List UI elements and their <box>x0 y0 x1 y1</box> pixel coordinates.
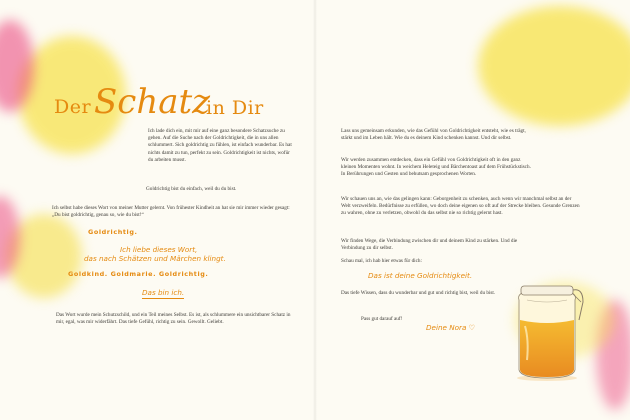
handwritten-das-bin-ich-text: Das bin ich. <box>142 288 185 297</box>
paragraph-pass-auf: Pass gut darauf auf! <box>361 316 403 322</box>
signature: Deine Nora ♡ <box>426 323 476 332</box>
handwritten-goldrichtigkeit: Das ist deine Goldrichtigkeit. <box>368 271 473 280</box>
handwritten-goldkind: Goldkind. Goldmarie. Goldrichtig. <box>68 270 209 278</box>
page-title <box>54 82 294 130</box>
handwritten-das-bin-ich <box>142 289 222 298</box>
title-in-dir: in Dir <box>206 97 264 119</box>
paragraph-geborgenheit: Wir schauen uns an, wie das gelingen kann: Geborgenheit zu schenken, auch wenn wir manchmal selbst an der Welt verzweifeln. Bedürfnisse zu erfüllen, wo doch deine eigenen so oft auf der Strecke bleiben. Gesunde Grenzen zu wahren, ohne zu verletzen, obwohl du das selbst nie so richtig gelernt hast. <box>341 196 580 217</box>
paragraph-goldrichtig: Goldrichtig bist du einfach, weil du du bist. <box>146 186 237 192</box>
title-der: Der <box>54 96 92 118</box>
title-schatz: Schatz <box>94 82 211 122</box>
paragraph-entdecken: Wir werden zusammen entdecken, dass ein Gefühl von Goldrichtigkeit oft in den ganz kleinen Momenten wohnt. In weichem Heleteig und Bärchentoast auf dem Frühstückstisch. In Berührungen und Gesten und behutsam gesprochenen Worten. <box>341 157 531 178</box>
paragraph-schutzschild: Das Wort wurde mein Schutzschild, und ein Teil meines Selbst. Es ist, als schlummere ein unsichtbarer Schatz in mir, egal, was mir widerfährt. Das tiefe Gefühl, richtig zu sein. Gewollt. Geliebt. <box>56 312 291 326</box>
handwritten-goldrichtig: Goldrichtig. <box>88 228 138 236</box>
intro-paragraph: Ich lade dich ein, mit mir auf eine ganz besondere Schatzsuche zu gehen. Auf die Suche nach der Goldrichtigkeit, die in uns allen schlummert. Sich goldrichtig zu fühlen, ist einfach wunderbar. Es hat nichts damit zu tun, perfekt zu sein. Goldrichtigkeit ist nichts, wofür du arbeiten musst. <box>148 128 292 163</box>
paragraph-schau-mal: Schau mal, ich hab hier etwas für dich: <box>341 258 422 264</box>
handwritten-maerchen: das nach Schätzen und Märchen klingt. <box>84 254 226 263</box>
paragraph-mutter: Ich selbst habe dieses Wort von meiner Mutter gelernt. Von frühester Kindheit an hat sie mir immer wieder gesagt: „Du bist goldrichtig, genau so, wie du bist!“ <box>52 205 290 219</box>
paragraph-verbindung: Wir finden Wege, die Verbindung zwischen dir und deinem Kind zu stärken. Und die Verbindung zu dir selbst. <box>341 238 518 252</box>
handwritten-ich-liebe: Ich liebe dieses Wort, <box>120 245 198 254</box>
honey-jar-illustration <box>507 280 587 384</box>
paragraph-erkunden: Lass uns gemeinsam erkunden, wie das Gefühl von Goldrichtigkeit entsteht, wie es trägt, stärkt und im Leben hält. Wie du es deinem Kind schenken kannst. Und dir selbst. <box>341 128 526 142</box>
paragraph-tiefe-wissen: Das tiefe Wissen, dass du wunderbar und gut und richtig bist, weil du bist. <box>341 290 496 296</box>
